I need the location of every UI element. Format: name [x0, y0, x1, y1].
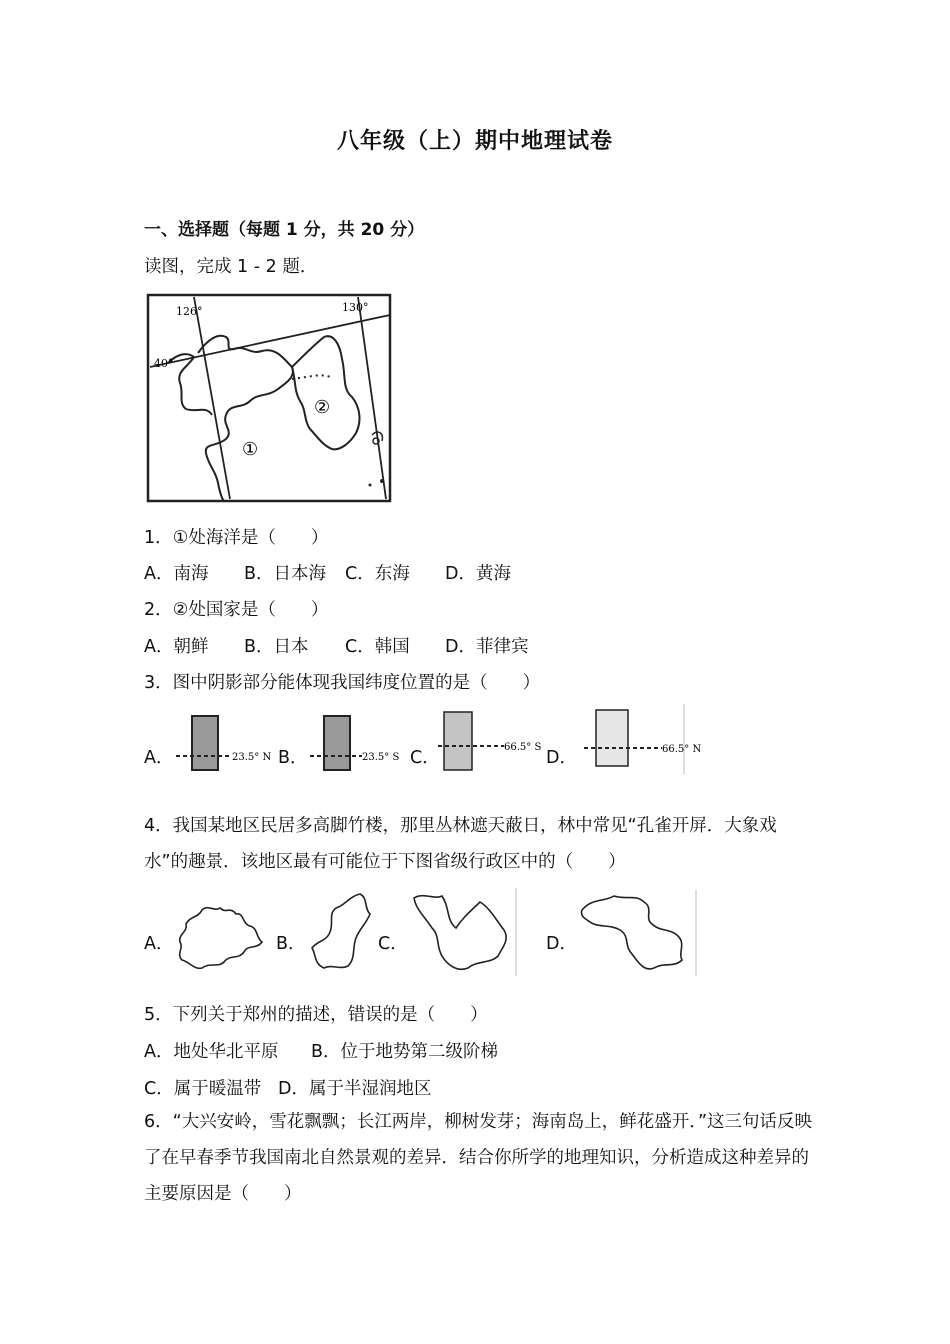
intro-text: 读图，完成 1 - 2 题．	[144, 257, 318, 277]
option-a[interactable]: A．地处华北平原	[144, 1042, 279, 1062]
lat-label-b: 23.5° S	[362, 752, 400, 763]
option-d[interactable]: D．黄海	[445, 564, 511, 584]
lat-label-d: 66.5° N	[662, 744, 702, 755]
province-shape-d	[574, 888, 700, 978]
question-5: 5．下列关于郑州的描述，错误的是（ ）	[144, 1005, 488, 1025]
option-d[interactable]: D．菲律宾	[445, 637, 529, 657]
option-a[interactable]: A．	[144, 748, 174, 768]
question-5-options-row-2	[0, 1075, 950, 1101]
lat-label: 40°	[154, 357, 174, 370]
lat-label-a: 23.5° N	[232, 752, 272, 763]
question-4-options	[0, 884, 950, 978]
lon-label-right: 130°	[342, 301, 369, 314]
option-a[interactable]: A．	[144, 934, 174, 954]
option-b[interactable]: B．日本海	[244, 564, 327, 584]
question-1: 1．①处海洋是（ ）	[144, 528, 329, 548]
option-a[interactable]: A．朝鲜	[144, 637, 209, 657]
option-b[interactable]: B．位于地势第二级阶梯	[311, 1042, 499, 1062]
lat-figure-d	[574, 702, 702, 776]
option-c[interactable]: C．东海	[345, 564, 410, 584]
option-c[interactable]: C．	[410, 748, 440, 768]
province-shape-a	[172, 900, 268, 974]
map-korean-peninsula	[146, 293, 396, 505]
option-b[interactable]: B．	[276, 934, 306, 954]
lat-figure-a	[172, 710, 272, 776]
lat-figure-c	[436, 706, 540, 776]
question-3: 3．图中阴影部分能体现我国纬度位置的是（ ）	[144, 673, 541, 693]
section-heading: 一、选择题（每题 1 分，共 20 分）	[144, 220, 425, 240]
question-4: 4．我国某地区民居多高脚竹楼，那里丛林遮天蔽日，林中常见“孔雀开屏．大象戏水”的趣景．该地区最有可能位于下图省级行政区中的（ ）	[144, 816, 777, 872]
option-c[interactable]: C．韩国	[345, 637, 410, 657]
province-shape-c	[406, 886, 520, 978]
lat-figure-b	[306, 712, 402, 776]
question-5-options-row-1	[0, 1038, 950, 1064]
option-a[interactable]: A．南海	[144, 564, 209, 584]
marker-2: ②	[314, 397, 331, 418]
lat-label-c: 66.5° S	[504, 742, 542, 753]
question-1-options	[0, 560, 950, 586]
question-2: 2．②处国家是（ ）	[144, 600, 329, 620]
option-d[interactable]: D．	[546, 748, 577, 768]
marker-1: ①	[242, 439, 259, 460]
option-c[interactable]: C．	[378, 934, 408, 954]
question-6: 6．“大兴安岭，雪花飘飘；长江两岸，柳树发芽；海南岛上，鲜花盛开．”这三句话反映了在早春季节我国南北自然景观的差异．结合你所学的地理知识，分析造成这种差异的主要原因是（ ）	[144, 1112, 813, 1204]
option-b[interactable]: B．日本	[244, 637, 309, 657]
question-3-options	[0, 702, 950, 778]
island	[369, 484, 372, 487]
option-b[interactable]: B．	[278, 748, 308, 768]
lon-label-left: 126°	[176, 305, 203, 318]
option-c[interactable]: C．属于暖温带	[144, 1079, 262, 1099]
page-title: 八年级（上）期中地理试卷	[336, 129, 613, 154]
province-shape-b	[304, 888, 384, 974]
option-d[interactable]: D．属于半湿润地区	[278, 1079, 432, 1099]
option-d[interactable]: D．	[546, 934, 577, 954]
question-2-options	[0, 633, 950, 659]
